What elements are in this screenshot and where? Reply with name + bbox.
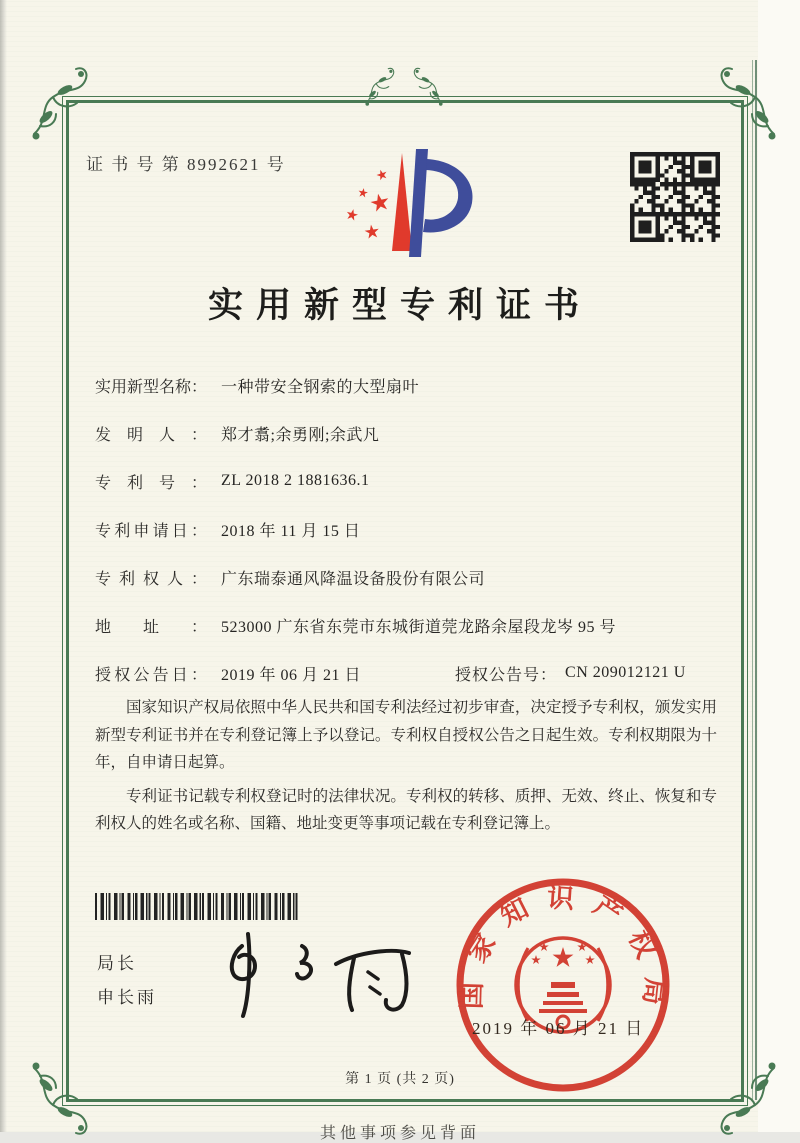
field-value: 523000 广东省东莞市东城街道莞龙路余屋段龙岑 95 号 [221,618,617,636]
signatory-title: 局长 [97,953,137,973]
field-value: 广东瑞泰通风降温设备股份有限公司 [221,570,486,588]
scan-page-edge-line [755,60,757,1100]
page-number: 第 1 页 (共 2 页) [345,1072,455,1087]
field-value: 2019 年 06 月 21 日 [221,666,362,684]
field-value: 一种带安全钢索的大型扇叶 [221,378,420,396]
scan-page-edge-line [752,60,753,1100]
official-seal [452,874,674,1096]
ornament-half-icon [404,64,446,106]
field-value: ZL 2018 2 1881636.1 [221,472,370,489]
legal-paragraph-2: 专利证书记载专利权登记时的法律状况。专利权的转移、质押、无效、终止、恢复和专利权人的姓名或名称、国籍、地址变更等事项记载在专利登记簿上。 [95,787,717,833]
back-side-note: 其他事项参见背面 [319,1125,480,1142]
field-address [95,601,720,649]
field-value: 郑才翥;余勇刚;余武凡 [221,426,380,444]
director-signature [196,922,426,1022]
field-utility-model-name [95,361,720,409]
qr-code [630,152,720,242]
field-patent-number [95,457,720,505]
field-label: 地址： [95,618,207,636]
field-value: CN 209012121 U [565,664,686,681]
ornament-half-icon [362,64,404,106]
field-grant-date [95,649,720,697]
corner-ornament-icon [26,60,106,140]
certificate-title: 实用新型专利证书 [207,286,592,325]
field-label: 实用新型名称： [95,378,208,396]
scan-edge-shadow [0,0,7,1132]
seal-ring-text: 国家知识产权局 [456,882,671,1024]
field-inventors [95,409,720,457]
certificate-number: 证 书 号 第 8992621 号 [86,155,286,174]
signatory-name: 申长雨 [97,987,157,1007]
seal-date: 2019 年 06 月 21 日 [472,1019,645,1038]
field-label: 授权公告号： [455,666,558,684]
top-center-ornament-icon [362,64,446,106]
field-label: 授权公告日： [95,666,207,684]
field-label: 专利申请日： [95,522,207,540]
field-patentee [95,553,720,601]
field-filing-date [95,505,720,553]
scan-right-margin [758,0,800,1132]
field-grant-publication-number [455,649,686,697]
field-label: 专利权人： [95,570,207,588]
certificate-fields [95,361,720,697]
cnipa-logo-icon [326,138,486,260]
legal-paragraph-1: 国家知识产权局依照中华人民共和国专利法经过初步审查，决定授予专利权，颁发实用新型专利证书并在专利登记簿上予以登记。专利权自授权公告之日起生效。专利权期限为十年，自申请日起算。 [95,699,717,772]
field-label: 专利号： [95,474,207,492]
legal-text [95,694,717,838]
signatory-block [97,944,157,1012]
field-value: 2018 年 11 月 15 日 [221,522,361,540]
corner-ornament-icon [702,60,782,140]
barcode [95,893,301,920]
field-label: 发明人： [95,426,207,444]
